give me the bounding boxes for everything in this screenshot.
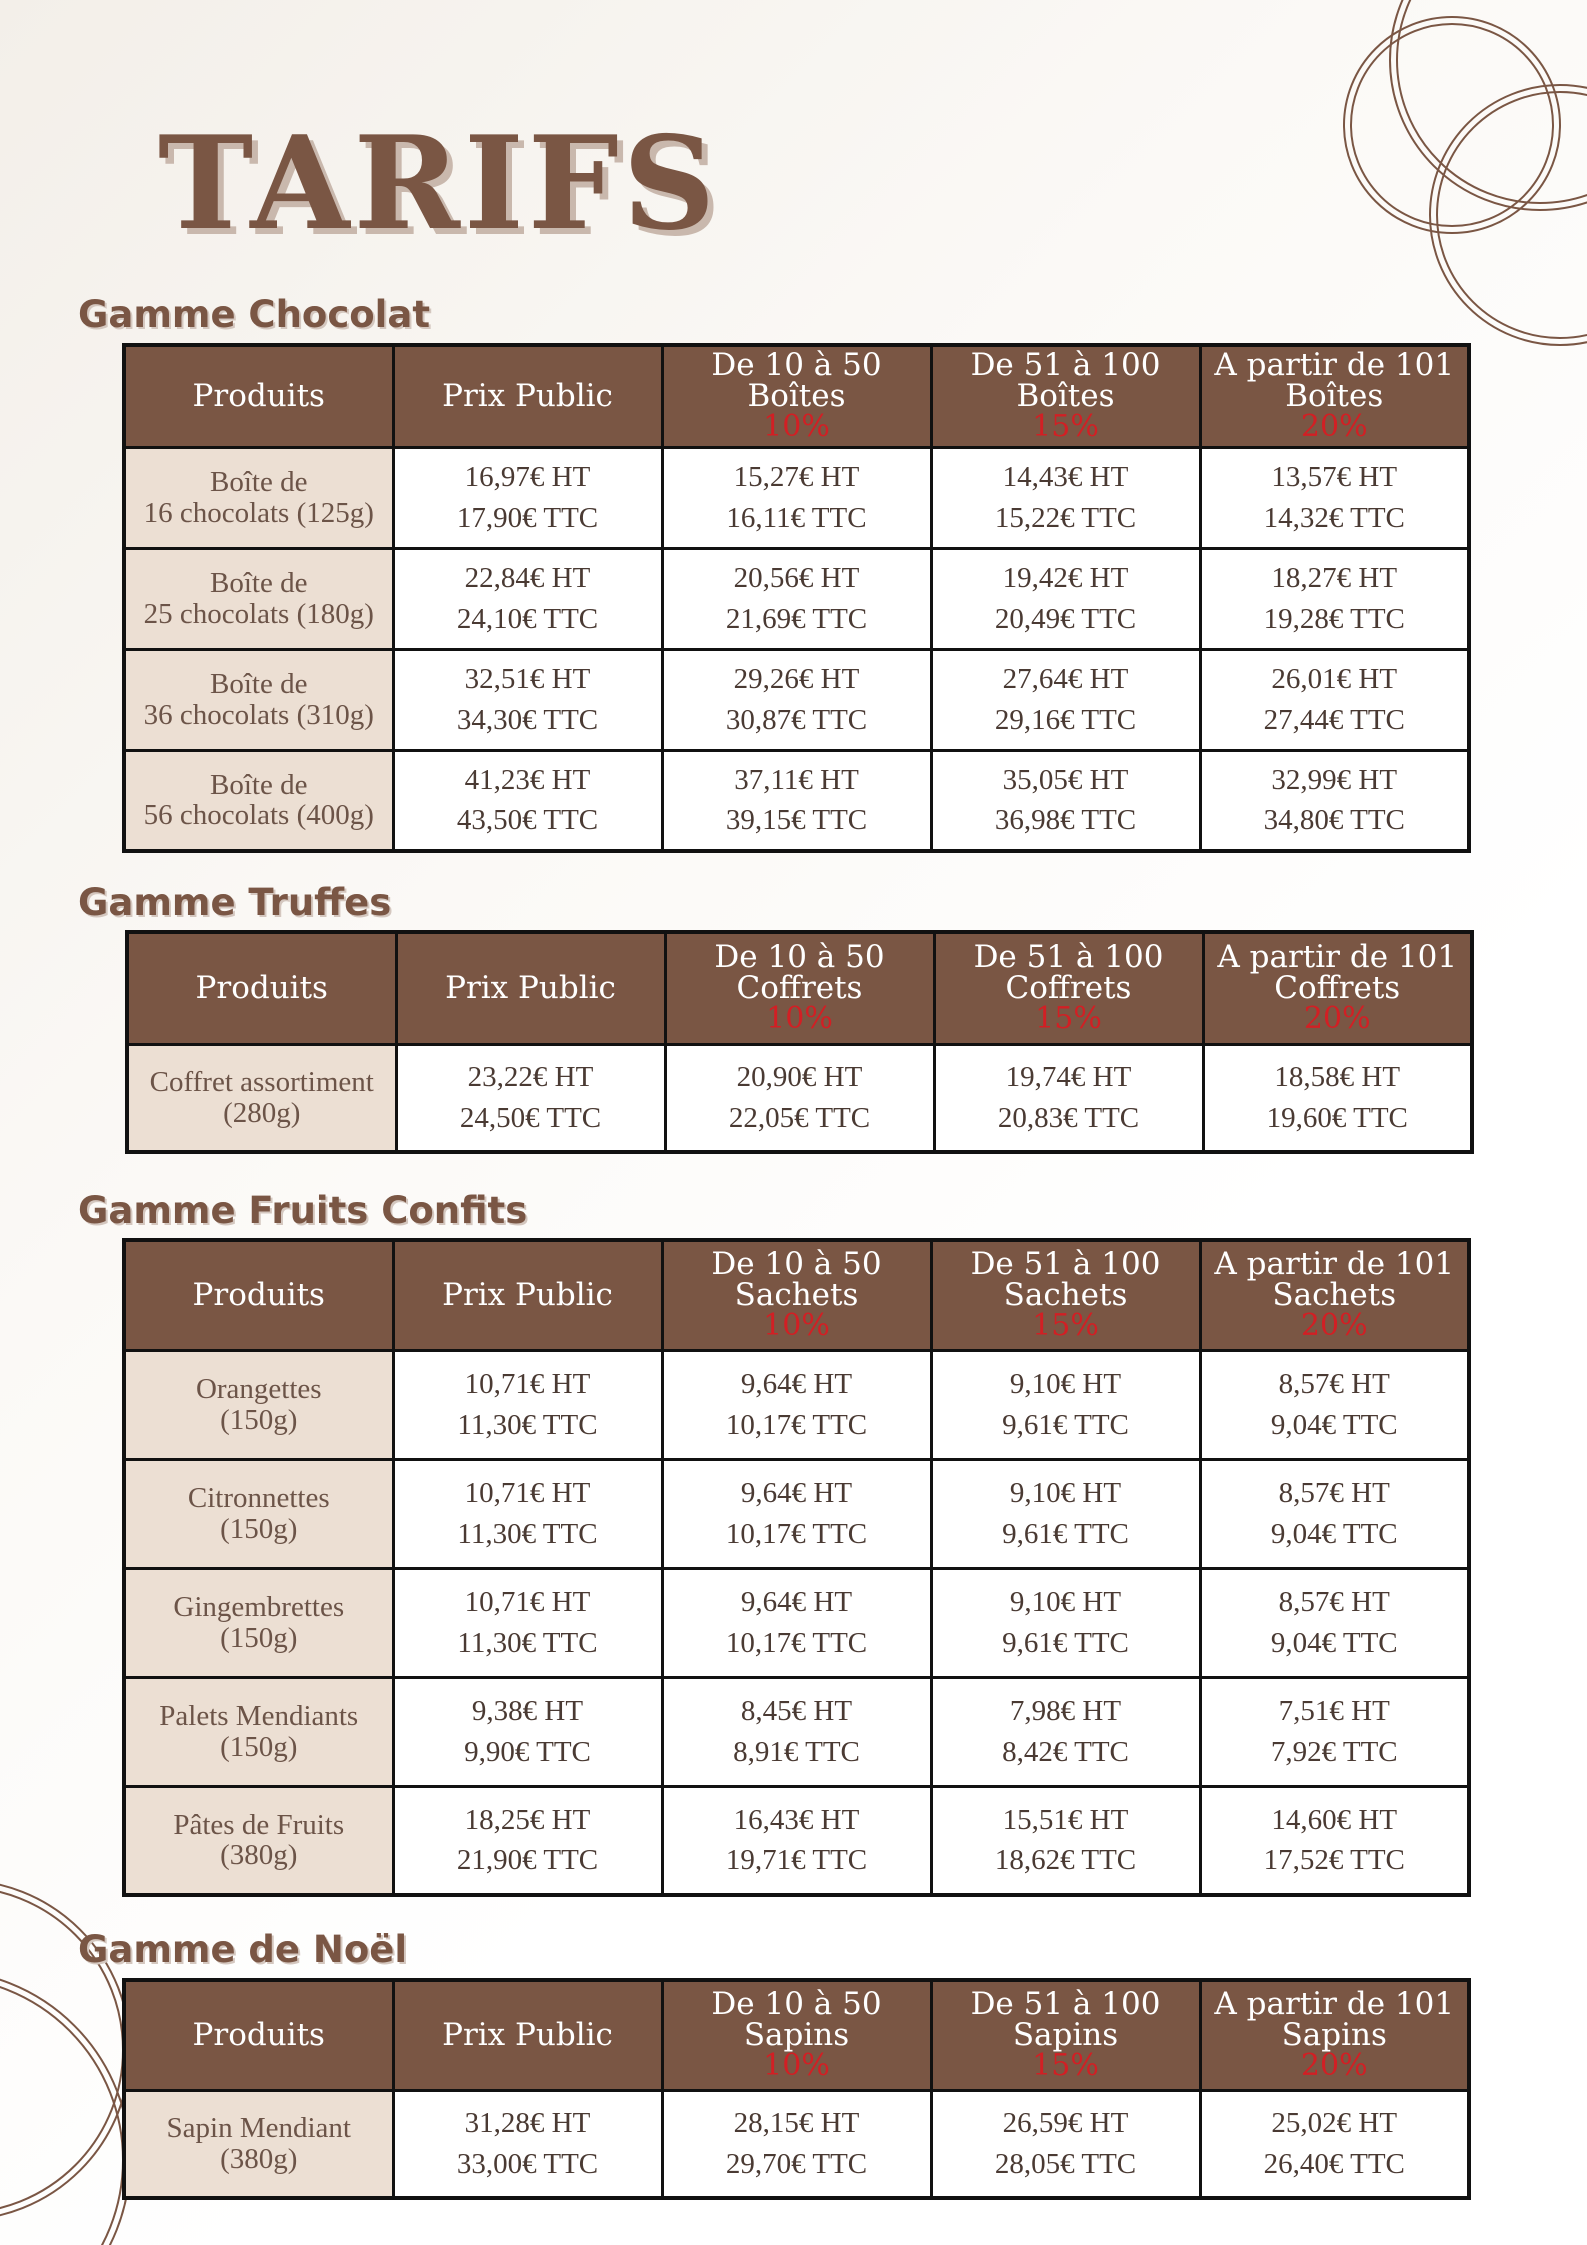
- column-header: [931, 1980, 1200, 2090]
- column-header: [396, 932, 665, 1044]
- column-header-unit: Sachets: [1272, 1277, 1397, 1314]
- price-ht: 37,11€ HT: [734, 763, 859, 796]
- table-row: [124, 1350, 1469, 1459]
- price-ttc: 10,17€ TTC: [725, 1408, 868, 1441]
- price-cell: [662, 1459, 931, 1568]
- price-cell: [662, 548, 931, 649]
- price-ttc: 11,30€ TTC: [457, 1626, 598, 1659]
- discount-percent: 10%: [763, 1308, 830, 1344]
- price-cell: [931, 2090, 1200, 2198]
- price-table-fruits-confits: [122, 1238, 1471, 1897]
- column-header-label: A partir de 101: [1217, 939, 1458, 976]
- column-header: [124, 1240, 393, 1350]
- column-header-unit: Coffrets: [1274, 970, 1401, 1007]
- column-header-label: De 10 à 50: [714, 939, 885, 976]
- product-name-line: Pâtes de Fruits: [173, 1808, 345, 1841]
- price-ht: 10,71€ HT: [464, 1585, 591, 1618]
- product-cell: [124, 1350, 393, 1459]
- price-ht: 29,26€ HT: [733, 662, 860, 695]
- discount-percent: 10%: [763, 409, 830, 445]
- product-cell: [124, 649, 393, 750]
- discount-percent: 10%: [763, 2048, 830, 2084]
- column-header-label: A partir de 101: [1214, 1246, 1455, 1283]
- price-ht: 15,51€ HT: [1002, 1803, 1129, 1836]
- price-cell: [931, 1459, 1200, 1568]
- product-name-line: (280g): [223, 1096, 301, 1129]
- product-name-line: Boîte de: [210, 768, 308, 801]
- price-ht: 9,38€ HT: [471, 1694, 584, 1727]
- price-cell: [1200, 548, 1469, 649]
- price-cell: [396, 1044, 665, 1152]
- price-cell: [393, 1677, 662, 1786]
- column-header: [662, 1980, 931, 2090]
- product-name-line: (380g): [220, 1839, 298, 1872]
- column-header-unit: Sapins: [743, 2017, 850, 2054]
- price-ttc: 17,52€ TTC: [1263, 1844, 1405, 1877]
- price-cell: [662, 1350, 931, 1459]
- column-header-unit: Sachets: [734, 1277, 859, 1314]
- price-cell: [662, 1568, 931, 1677]
- price-ht: 20,56€ HT: [733, 561, 860, 594]
- price-ht: 7,51€ HT: [1278, 1694, 1390, 1727]
- column-header: [1200, 1980, 1469, 2090]
- price-cell: [665, 1044, 934, 1152]
- product-cell: [127, 1044, 396, 1152]
- price-ht: 15,27€ HT: [733, 460, 860, 493]
- price-cell: [934, 1044, 1203, 1152]
- header-row: [124, 1240, 1469, 1350]
- column-header: [393, 345, 662, 447]
- discount-percent: 20%: [1300, 409, 1368, 445]
- column-header: [127, 932, 396, 1044]
- price-cell: [662, 649, 931, 750]
- product-cell: [124, 447, 393, 548]
- price-cell: [662, 750, 931, 851]
- discount-percent: 15%: [1032, 409, 1099, 445]
- price-ttc: 9,90€ TTC: [464, 1735, 591, 1768]
- price-cell: [393, 548, 662, 649]
- price-ttc: 43,50€ TTC: [456, 804, 599, 837]
- column-header: [662, 345, 931, 447]
- price-cell: [393, 649, 662, 750]
- price-ttc: 30,87€ TTC: [725, 703, 868, 736]
- price-ttc: 9,61€ TTC: [1002, 1517, 1129, 1550]
- column-header: [393, 1240, 662, 1350]
- section-title-fruits-confits: Gamme Fruits Confits: [78, 1189, 528, 1232]
- price-cell: [662, 1677, 931, 1786]
- product-cell: [124, 548, 393, 649]
- price-cell: [393, 1459, 662, 1568]
- price-ttc: 19,28€ TTC: [1263, 602, 1405, 635]
- product-name-line: 25 chocolats (180g): [143, 597, 374, 630]
- column-header-unit: Boîtes: [747, 378, 846, 415]
- price-cell: [662, 447, 931, 548]
- column-header-label: Produits: [195, 969, 328, 1006]
- table-row: [124, 649, 1469, 750]
- price-cell: [662, 2090, 931, 2198]
- column-header: [1200, 345, 1469, 447]
- price-cell: [393, 447, 662, 548]
- price-ttc: 18,62€ TTC: [994, 1844, 1137, 1877]
- price-ttc: 22,05€ TTC: [728, 1101, 871, 1134]
- price-ht: 26,59€ HT: [1002, 2107, 1129, 2140]
- price-cell: [931, 447, 1200, 548]
- price-ht: 18,58€ HT: [1274, 1061, 1401, 1094]
- price-ttc: 10,17€ TTC: [725, 1517, 868, 1550]
- price-ht: 7,98€ HT: [1009, 1694, 1122, 1727]
- price-ht: 9,64€ HT: [740, 1476, 853, 1509]
- product-cell: [124, 1786, 393, 1895]
- column-header-label: Prix Public: [445, 969, 616, 1006]
- product-name-line: Palets Mendiants: [159, 1700, 359, 1733]
- price-ht: 8,57€ HT: [1278, 1367, 1390, 1400]
- price-cell: [931, 1568, 1200, 1677]
- table-row: [124, 447, 1469, 548]
- price-ht: 8,45€ HT: [740, 1694, 853, 1727]
- price-ttc: 21,69€ TTC: [725, 602, 868, 635]
- price-cell: [1200, 750, 1469, 851]
- price-ht: 14,43€ HT: [1002, 460, 1129, 493]
- price-cell: [1200, 447, 1469, 548]
- price-cell: [662, 1786, 931, 1895]
- section-title-chocolat: Gamme Chocolat: [78, 293, 431, 336]
- price-ttc: 20,49€ TTC: [994, 602, 1137, 635]
- price-ht: 25,02€ HT: [1271, 2107, 1398, 2140]
- price-cell: [1203, 1044, 1472, 1152]
- price-ht: 8,57€ HT: [1278, 1585, 1390, 1618]
- product-cell: [124, 2090, 393, 2198]
- price-ht: 16,43€ HT: [733, 1803, 860, 1836]
- discount-percent: 20%: [1300, 1308, 1368, 1344]
- price-cell: [931, 1350, 1200, 1459]
- product-name-line: 16 chocolats (125g): [143, 496, 374, 529]
- price-ht: 9,64€ HT: [740, 1585, 853, 1618]
- price-cell: [931, 649, 1200, 750]
- price-ttc: 8,91€ TTC: [733, 1735, 860, 1768]
- price-ht: 23,22€ HT: [467, 1061, 594, 1094]
- price-cell: [931, 1786, 1200, 1895]
- price-ht: 20,90€ HT: [736, 1061, 863, 1094]
- price-ttc: 15,22€ TTC: [994, 501, 1137, 534]
- price-ht: 26,01€ HT: [1271, 662, 1398, 695]
- price-ttc: 9,04€ TTC: [1270, 1517, 1398, 1550]
- table-row: [124, 750, 1469, 851]
- product-name-line: Citronnettes: [187, 1482, 330, 1515]
- section-title-noel: Gamme de Noël: [78, 1928, 408, 1971]
- price-ht: 35,05€ HT: [1002, 763, 1129, 796]
- column-header-label: De 51 à 100: [970, 1246, 1161, 1283]
- price-ht: 16,97€ HT: [464, 460, 591, 493]
- price-ttc: 36,98€ TTC: [994, 804, 1137, 837]
- product-name-line: (150g): [220, 1730, 298, 1763]
- price-ttc: 11,30€ TTC: [457, 1408, 598, 1441]
- column-header-label: Prix Public: [442, 2016, 613, 2053]
- price-table-noel: [122, 1978, 1471, 2200]
- column-header: [665, 932, 934, 1044]
- price-ttc: 29,70€ TTC: [725, 2147, 868, 2180]
- product-cell: [124, 750, 393, 851]
- column-header-label: De 10 à 50: [711, 1246, 882, 1283]
- product-name-line: Boîte de: [210, 567, 308, 600]
- product-name-line: (150g): [220, 1512, 298, 1545]
- price-ht: 10,71€ HT: [464, 1476, 591, 1509]
- product-name-line: (150g): [220, 1621, 298, 1654]
- price-cell: [1200, 1350, 1469, 1459]
- price-cell: [1200, 1459, 1469, 1568]
- column-header-label: De 10 à 50: [711, 1986, 882, 2023]
- table-row: [124, 1786, 1469, 1895]
- product-name-line: Sapin Mendiant: [166, 2112, 351, 2145]
- price-cell: [393, 1786, 662, 1895]
- price-table-truffes: [125, 930, 1474, 1154]
- price-cell: [1200, 1786, 1469, 1895]
- price-ttc: 34,30€ TTC: [456, 703, 599, 736]
- price-ht: 41,23€ HT: [464, 763, 591, 796]
- price-ht: 10,71€ HT: [464, 1367, 591, 1400]
- table-row: [124, 1677, 1469, 1786]
- price-ttc: 11,30€ TTC: [457, 1517, 598, 1550]
- column-header: [931, 1240, 1200, 1350]
- price-ht: 19,42€ HT: [1002, 561, 1129, 594]
- price-ttc: 17,90€ TTC: [456, 501, 599, 534]
- table-row: [124, 548, 1469, 649]
- column-header-unit: Sachets: [1003, 1277, 1128, 1314]
- product-cell: [124, 1677, 393, 1786]
- price-ttc: 20,83€ TTC: [997, 1101, 1140, 1134]
- price-ttc: 19,60€ TTC: [1266, 1101, 1408, 1134]
- product-name-line: (380g): [220, 2142, 298, 2175]
- product-name-line: Boîte de: [210, 668, 308, 701]
- column-header-label: Produits: [192, 1276, 325, 1313]
- header-row: [124, 1980, 1469, 2090]
- price-ttc: 9,61€ TTC: [1002, 1408, 1129, 1441]
- price-ht: 8,57€ HT: [1278, 1476, 1390, 1509]
- price-ttc: 24,10€ TTC: [456, 602, 599, 635]
- column-header-label: Produits: [192, 2016, 325, 2053]
- column-header-label: De 51 à 100: [973, 939, 1164, 976]
- price-cell: [1200, 649, 1469, 750]
- price-ttc: 39,15€ TTC: [725, 804, 868, 837]
- price-ht: 27,64€ HT: [1002, 662, 1129, 695]
- column-header: [934, 932, 1203, 1044]
- product-name-line: Coffret assortiment: [149, 1066, 374, 1099]
- discount-percent: 10%: [766, 1001, 833, 1037]
- column-header-label: De 51 à 100: [970, 347, 1161, 384]
- column-header-label: De 51 à 100: [970, 1986, 1161, 2023]
- price-ht: 28,15€ HT: [733, 2107, 860, 2140]
- table-row: [124, 2090, 1469, 2198]
- page-title: TARIFS: [158, 109, 720, 259]
- price-ttc: 33,00€ TTC: [456, 2147, 599, 2180]
- column-header-label: Produits: [192, 377, 325, 414]
- column-header-unit: Coffrets: [1005, 970, 1132, 1007]
- price-cell: [1200, 1677, 1469, 1786]
- column-header-label: A partir de 101: [1214, 1986, 1455, 2023]
- column-header-unit: Coffrets: [736, 970, 863, 1007]
- header-row: [124, 345, 1469, 447]
- price-cell: [393, 1350, 662, 1459]
- price-ht: 32,99€ HT: [1271, 763, 1398, 796]
- price-ht: 13,57€ HT: [1271, 460, 1398, 493]
- price-ht: 31,28€ HT: [464, 2107, 591, 2140]
- column-header-unit: Boîtes: [1285, 378, 1384, 415]
- price-ttc: 26,40€ TTC: [1263, 2147, 1405, 2180]
- price-ttc: 10,17€ TTC: [725, 1626, 868, 1659]
- discount-percent: 15%: [1035, 1001, 1102, 1037]
- price-cell: [931, 1677, 1200, 1786]
- discount-percent: 15%: [1032, 1308, 1099, 1344]
- header-row: [127, 932, 1472, 1044]
- price-ttc: 21,90€ TTC: [456, 1844, 599, 1877]
- price-cell: [393, 1568, 662, 1677]
- price-ht: 32,51€ HT: [464, 662, 591, 695]
- column-header: [124, 1980, 393, 2090]
- price-ttc: 19,71€ TTC: [725, 1844, 868, 1877]
- price-cell: [1200, 1568, 1469, 1677]
- table-row: [124, 1459, 1469, 1568]
- column-header-unit: Sapins: [1012, 2017, 1119, 2054]
- price-ttc: 8,42€ TTC: [1002, 1735, 1129, 1768]
- column-header-label: Prix Public: [442, 1276, 613, 1313]
- price-ttc: 24,50€ TTC: [459, 1101, 602, 1134]
- product-cell: [124, 1459, 393, 1568]
- column-header-label: Prix Public: [442, 377, 613, 414]
- price-ttc: 9,04€ TTC: [1270, 1408, 1398, 1441]
- price-cell: [393, 2090, 662, 2198]
- price-cell: [1200, 2090, 1469, 2198]
- price-table-chocolat: [122, 343, 1471, 853]
- price-cell: [931, 750, 1200, 851]
- column-header: [124, 345, 393, 447]
- price-ht: 14,60€ HT: [1271, 1803, 1398, 1836]
- price-ttc: 16,11€ TTC: [726, 501, 867, 534]
- section-title-truffes: Gamme Truffes: [78, 881, 392, 924]
- price-cell: [393, 750, 662, 851]
- table-row: [124, 1568, 1469, 1677]
- column-header: [1203, 932, 1472, 1044]
- price-ht: 18,25€ HT: [464, 1803, 591, 1836]
- price-ht: 9,10€ HT: [1009, 1476, 1122, 1509]
- column-header: [393, 1980, 662, 2090]
- price-ht: 19,74€ HT: [1005, 1061, 1132, 1094]
- price-ht: 9,10€ HT: [1009, 1367, 1122, 1400]
- column-header-label: A partir de 101: [1214, 347, 1455, 384]
- discount-percent: 15%: [1032, 2048, 1099, 2084]
- price-ttc: 28,05€ TTC: [994, 2147, 1137, 2180]
- price-ht: 9,64€ HT: [740, 1367, 853, 1400]
- price-ttc: 14,32€ TTC: [1263, 501, 1405, 534]
- price-ttc: 7,92€ TTC: [1270, 1735, 1398, 1768]
- product-name-line: 36 chocolats (310g): [143, 698, 374, 731]
- price-ttc: 29,16€ TTC: [994, 703, 1137, 736]
- price-cell: [931, 548, 1200, 649]
- product-name-line: Boîte de: [210, 466, 308, 499]
- column-header-label: De 10 à 50: [711, 347, 882, 384]
- product-name-line: Orangettes: [195, 1373, 322, 1406]
- discount-percent: 20%: [1303, 1001, 1371, 1037]
- column-header-unit: Sapins: [1281, 2017, 1387, 2054]
- price-ht: 22,84€ HT: [464, 561, 591, 594]
- column-header: [1200, 1240, 1469, 1350]
- price-ttc: 27,44€ TTC: [1263, 703, 1405, 736]
- price-ttc: 9,04€ TTC: [1270, 1626, 1398, 1659]
- price-ht: 18,27€ HT: [1271, 561, 1398, 594]
- product-name-line: Gingembrettes: [173, 1591, 345, 1624]
- column-header: [931, 345, 1200, 447]
- table-row: [127, 1044, 1472, 1152]
- column-header: [662, 1240, 931, 1350]
- product-cell: [124, 1568, 393, 1677]
- product-name-line: (150g): [220, 1403, 298, 1436]
- discount-percent: 20%: [1300, 2048, 1368, 2084]
- price-ttc: 34,80€ TTC: [1263, 804, 1405, 837]
- column-header-unit: Boîtes: [1016, 378, 1115, 415]
- product-name-line: 56 chocolats (400g): [143, 799, 374, 832]
- price-ht: 9,10€ HT: [1009, 1585, 1122, 1618]
- price-ttc: 9,61€ TTC: [1002, 1626, 1129, 1659]
